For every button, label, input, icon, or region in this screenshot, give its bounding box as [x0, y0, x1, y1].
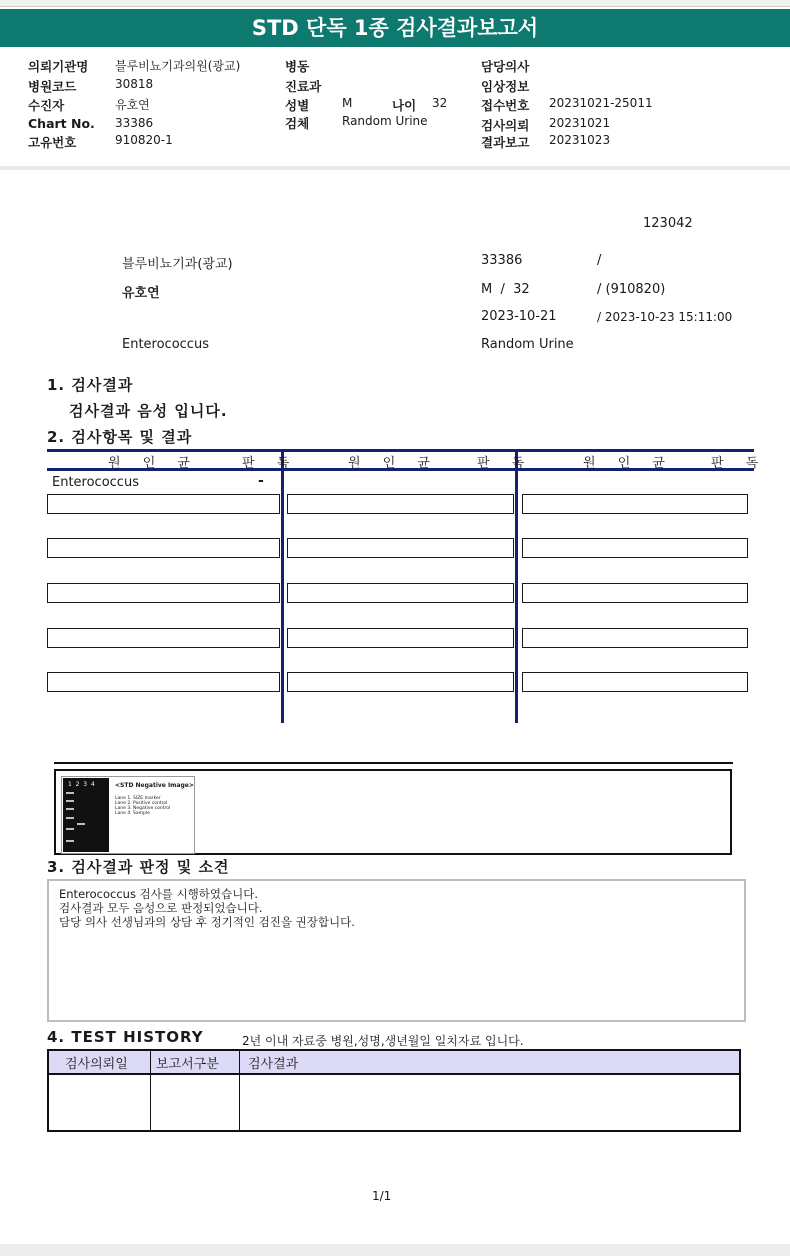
institution-value: 블루비뇨기과의원(광교)	[115, 59, 241, 73]
summary-chart: 33386	[481, 253, 523, 268]
result-cell	[522, 672, 748, 692]
table-divider-2	[515, 449, 518, 723]
result-cell	[522, 494, 748, 514]
section4-title: 4. TEST HISTORY	[47, 1028, 204, 1046]
col-judgement-2: 판 독	[477, 456, 534, 471]
result-cell	[522, 628, 748, 648]
dept-label: 진료과	[285, 79, 322, 94]
col-judgement-1: 판 독	[242, 456, 299, 471]
header-divider	[0, 166, 790, 170]
finding-line-3: 담당 의사 선생님과의 상담 후 정기적인 검진을 권장합니다.	[59, 915, 355, 929]
age-value: 32	[432, 96, 448, 110]
patient-label: 수진자	[28, 98, 65, 113]
clinical-label: 임상정보	[481, 79, 530, 94]
col-pathogen-1: 원 인 균	[108, 456, 199, 471]
summary-reported: / 2023-10-23 15:11:00	[597, 310, 733, 324]
gel-band	[66, 828, 74, 830]
bottom-edge	[0, 1244, 790, 1256]
findings-box	[47, 879, 746, 1022]
gel-band	[66, 840, 74, 842]
receipt-label: 접수번호	[481, 98, 530, 113]
col-pathogen-2: 원 인 균	[348, 456, 439, 471]
gel-band	[66, 800, 74, 802]
report-value: 20231023	[549, 133, 611, 147]
summary-test: Enterococcus	[122, 337, 209, 352]
report-label: 결과보고	[481, 135, 530, 150]
patient-value: 유호연	[115, 98, 150, 112]
gel-lane-numbers: 1 2 3 4	[68, 781, 95, 788]
gel-band	[66, 792, 74, 794]
summary-institution: 블루비뇨기과(광교)	[122, 257, 233, 272]
result-cell	[287, 628, 514, 648]
top-edge	[0, 0, 790, 7]
request-value: 20231021	[549, 116, 611, 130]
section2-title: 2. 검사항목 및 결과	[47, 428, 193, 446]
hospital-code-value: 30818	[115, 77, 154, 91]
gel-band	[66, 817, 74, 819]
unique-value: 910820-1	[115, 133, 173, 147]
history-col-report-type: 보고서구분	[156, 1057, 219, 1072]
result-cell	[47, 583, 280, 603]
header-info	[0, 48, 790, 166]
sex-label: 성별	[285, 98, 310, 113]
section1-result: 검사결과 음성 입니다.	[69, 402, 228, 420]
col-judgement-3: 판 독	[711, 456, 768, 471]
summary-code: 123042	[643, 216, 693, 231]
section1-title: 1. 검사결과	[47, 376, 134, 394]
finding-line-2: 검사결과 모두 음성으로 판정되었습니다.	[59, 901, 263, 915]
sex-value: M	[342, 96, 353, 110]
gel-lane1: Lane 1. SIZE marker	[115, 796, 161, 801]
gel-image	[61, 776, 195, 854]
doctor-label: 담당의사	[481, 59, 530, 74]
result-cell	[287, 583, 514, 603]
receipt-value: 20231021-25011	[549, 96, 653, 110]
specimen-value: Random Urine	[342, 114, 428, 128]
chart-label: Chart No.	[28, 116, 95, 131]
first-item-result: -	[258, 473, 264, 489]
result-cell	[287, 494, 514, 514]
result-cell	[287, 672, 514, 692]
image-top-rule	[54, 762, 733, 764]
result-cell	[522, 538, 748, 558]
history-col-divider	[239, 1051, 240, 1130]
col-pathogen-3: 원 인 균	[583, 456, 674, 471]
result-cell	[287, 538, 514, 558]
chart-value: 33386	[115, 116, 154, 130]
summary-slash: /	[597, 253, 602, 268]
age-label: 나이	[392, 98, 417, 113]
result-cell	[522, 583, 748, 603]
history-header	[49, 1051, 739, 1075]
unique-label: 고유번호	[28, 135, 77, 150]
summary-specimen: Random Urine	[481, 337, 574, 352]
request-label: 검사의뢰	[481, 118, 530, 133]
gel-lane3: Lane 3. Negative control	[115, 806, 171, 811]
gel-title: <STD Negative Image>	[115, 782, 194, 789]
report-title: STD 단독 1종 검사결과보고서	[0, 9, 790, 47]
first-item-name: Enterococcus	[52, 475, 139, 490]
history-col-request-date: 검사의뢰일	[65, 1057, 128, 1072]
table-divider-1	[281, 449, 284, 723]
gel-band	[77, 823, 85, 825]
gel-lane4: Lane 4. Sample	[115, 811, 150, 816]
gel-lanes	[63, 778, 109, 852]
summary-received: 2023-10-21	[481, 309, 557, 324]
summary-sex-age: M / 32	[481, 282, 530, 297]
hospital-code-label: 병원코드	[28, 79, 77, 94]
gel-image-frame	[54, 769, 732, 855]
history-col-divider	[150, 1051, 151, 1130]
finding-line-1: Enterococcus 검사를 시행하였습니다.	[59, 887, 258, 901]
gel-band	[66, 808, 74, 810]
result-cell	[47, 672, 280, 692]
result-cell	[47, 538, 280, 558]
section3-title: 3. 검사결과 판정 및 소견	[47, 858, 230, 876]
gel-lane2: Lane 2. Positive control	[115, 801, 168, 806]
summary-birth: / (910820)	[597, 282, 666, 297]
history-table	[47, 1049, 741, 1132]
ward-label: 병동	[285, 59, 310, 74]
summary-name: 유호연	[122, 286, 160, 301]
page-number: 1/1	[372, 1189, 392, 1203]
result-cell	[47, 494, 280, 514]
institution-label: 의뢰기관명	[28, 59, 89, 74]
section4-note: 2년 이내 자료중 병원,성명,생년월일 일치자료 입니다.	[242, 1034, 524, 1048]
history-col-result: 검사결과	[248, 1057, 299, 1072]
specimen-label: 검체	[285, 116, 310, 131]
result-cell	[47, 628, 280, 648]
